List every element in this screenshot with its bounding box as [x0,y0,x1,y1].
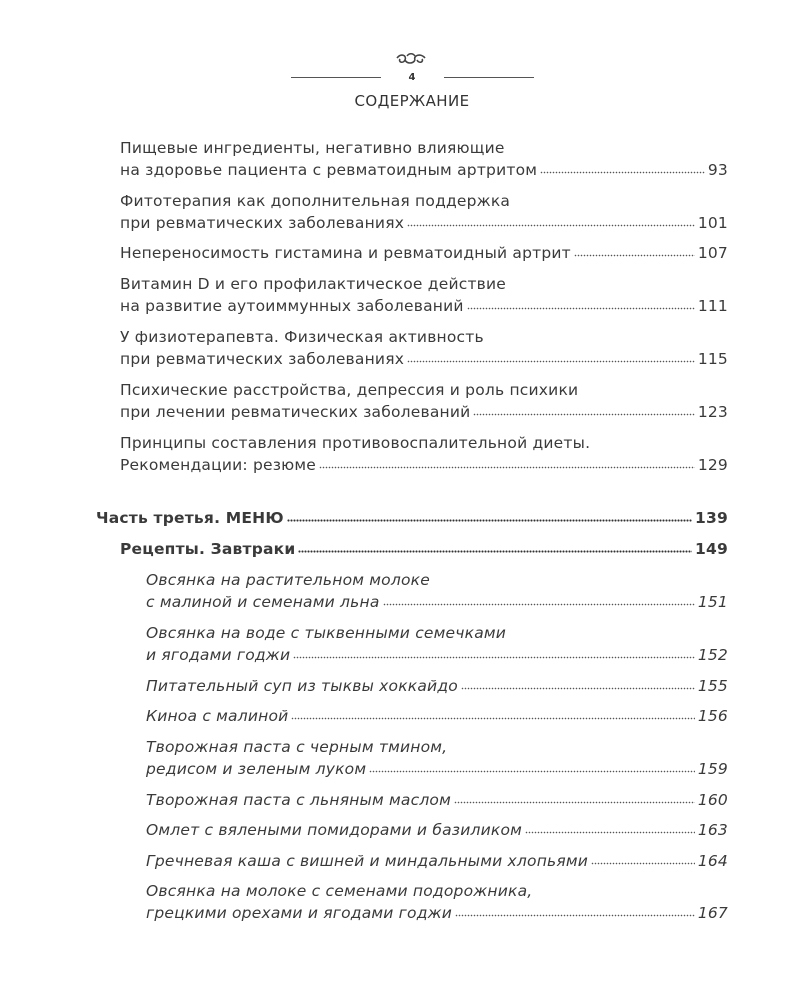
toc-entry-text: Овсянка на молоке с семенами подорожника, [146,882,533,900]
toc-section-entry[interactable] [120,538,728,560]
dot-leader [293,655,695,660]
dot-leader [525,830,695,835]
toc-part-title: Часть третья. МЕНЮ [96,509,284,527]
toc-page-number: 149 [695,540,728,558]
toc-entry-text: на здоровье пациента с ревматоидным артритом [120,161,538,179]
toc-entry[interactable] [120,432,728,476]
toc-page-number: 93 [707,161,728,179]
dot-leader [473,412,694,417]
toc-entry-text: Витамин D и его профилактическое действие [120,275,507,293]
dot-leader [591,861,695,866]
toc-page-number: 159 [697,760,728,778]
toc-page-number: 123 [697,403,728,421]
toc-entry[interactable] [120,273,728,317]
toc-page-number: 167 [697,904,728,922]
toc-recipe-entry[interactable] [146,569,728,613]
dot-leader [540,170,705,175]
toc-entry-text: с малиной и семенами льна [146,593,380,611]
toc-recipe-entry[interactable] [146,705,728,727]
toc-entry[interactable] [120,379,728,423]
header-rule-right [444,77,534,78]
dot-leader [467,306,695,311]
dot-leader [291,716,694,721]
ornament-icon [393,52,429,74]
toc-page-number: 129 [697,456,728,474]
toc-page-number: 111 [697,297,728,315]
dot-leader [454,800,695,805]
dot-leader [287,518,692,523]
toc-entry-text: Омлет с вялеными помидорами и базиликом [146,821,523,839]
toc-entry[interactable] [120,326,728,370]
toc-page-number: 115 [697,350,728,368]
toc-entry-text: при ревматических заболеваниях [120,350,405,368]
toc-entry-text: грецкими орехами и ягодами годжи [146,904,453,922]
toc-page-number: 155 [697,677,728,695]
toc-page-number: 151 [697,593,728,611]
toc-page-number: 101 [697,214,728,232]
dot-leader [455,913,695,918]
dot-leader [461,686,695,691]
toc-entry[interactable] [120,242,728,264]
toc-entry-text: и ягодами годжи [146,646,291,664]
toc-entry-text: Творожная паста с льняным маслом [146,791,452,809]
toc-page-number: 163 [697,821,728,839]
toc-entry-text: Психические расстройства, депрессия и роль психики [120,381,579,399]
toc-entry-text: Принципы составления противовоспалительной диеты. [120,434,591,452]
toc-entry-text: при лечении ревматических заболеваний [120,403,471,421]
header-rule-left [291,77,381,78]
dot-leader [298,549,692,554]
toc-recipe-entry[interactable] [146,880,728,924]
toc-entry-text: У физиотерапевта. Физическая активность [120,328,484,346]
toc-recipe-entry[interactable] [146,850,728,872]
toc-entry[interactable] [120,137,728,181]
page-number: 4 [408,72,416,83]
dot-leader [319,465,695,470]
toc-recipe-entry[interactable] [146,675,728,697]
toc-entry-text: Киноа с малиной [146,707,289,725]
page-title: СОДЕРЖАНИЕ [354,92,470,110]
toc-entry[interactable] [120,190,728,234]
dot-leader [574,253,695,258]
toc-entry-text: редисом и зеленым луком [146,760,367,778]
dot-leader [407,223,695,228]
toc-recipe-entry[interactable] [146,789,728,811]
toc-entry-text: Фитотерапия как дополнительная поддержка [120,192,511,210]
toc-section-title: Рецепты. Завтраки [120,540,296,558]
dot-leader [407,359,695,364]
toc-entry-text: Рекомендации: резюме [120,456,317,474]
toc-part-entry[interactable] [96,507,728,529]
dot-leader [383,602,695,607]
toc-page-number: 160 [697,791,728,809]
toc-entry-text: Овсянка на растительном молоке [146,571,430,589]
toc-page-number: 156 [697,707,728,725]
toc-recipe-entry[interactable] [146,622,728,666]
toc-entry-text: Непереносимость гистамина и ревматоидный артрит [120,244,571,262]
toc-page-number: 164 [697,852,728,870]
toc-page-number: 139 [695,509,728,527]
toc-page-number: 107 [697,244,728,262]
toc-entry-text: при ревматических заболеваниях [120,214,405,232]
toc-entry-text: Питательный суп из тыквы хоккайдо [146,677,458,695]
toc-entry-text: на развитие аутоиммунных заболеваний [120,297,464,315]
page-header [0,52,800,112]
toc-entry-text: Пищевые ингредиенты, негативно влияющие [120,139,505,157]
toc-recipe-entry[interactable] [146,736,728,780]
toc-entry-text: Творожная паста с черным тмином, [146,738,448,756]
toc-page-number: 152 [697,646,728,664]
toc-recipe-entry[interactable] [146,819,728,841]
toc-entry-text: Овсянка на воде с тыквенными семечками [146,624,507,642]
toc-entry-text: Гречневая каша с вишней и миндальными хлопьями [146,852,589,870]
dot-leader [369,769,695,774]
